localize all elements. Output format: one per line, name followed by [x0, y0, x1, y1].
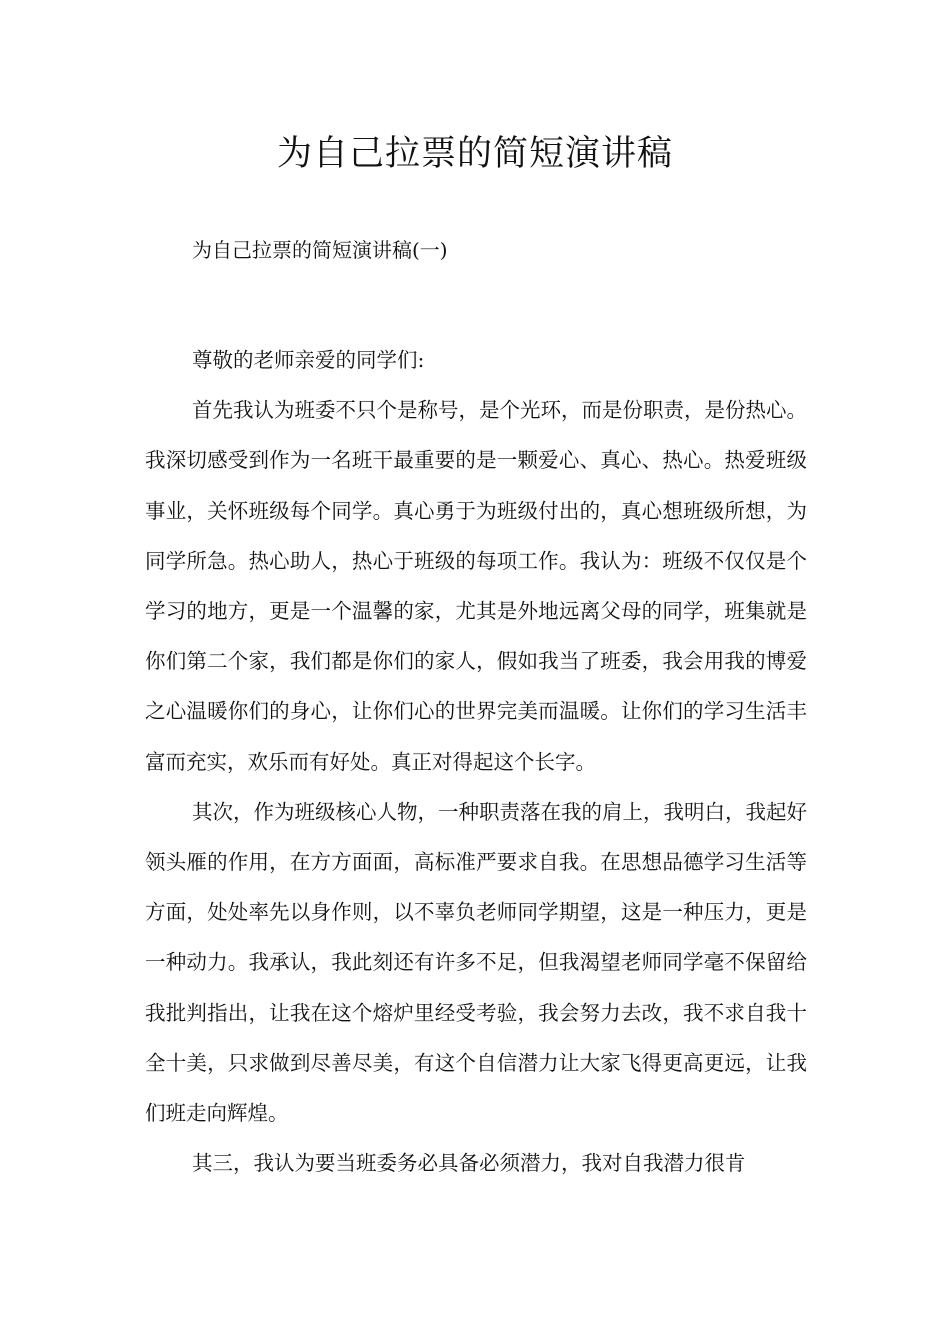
document-body: [145, 335, 807, 1188]
paragraph-1: 首先我认为班委不只个是称号，是个光环，而是份职责，是份热心。我深切感受到作为一名班干最重要的是一颗爱心、真心、热心。热爱班级事业，关怀班级每个同学。真心勇于为班级付出的，真心想班级所想，为同学所急。热心助人，热心于班级的每项工作。我认为：班级不仅仅是个学习的地方，更是一个温馨的家，尤其是外地远离父母的同学，班集就是你们第二个家，我们都是你们的家人，假如我当了班委，我会用我的博爱之心温暖你们的身心，让你们心的世界完美而温暖。让你们的学习生活丰富而充实，欢乐而有好处。真正对得起这个长字。: [145, 398, 807, 774]
paragraph-2: 其次，作为班级核心人物，一种职责落在我的肩上，我明白，我起好领头雁的作用，在方方面面，高标准严要求自我。在思想品德学习生活等方面，处处率先以身作则，以不辜负老师同学期望，这是一种压力，更是一种动力。我承认，我此刻还有许多不足，但我渴望老师同学毫不保留给我批判指出，让我在这个熔炉里经受考验，我会努力去改，我不求自我十全十美，只求做到尽善尽美，有这个自信潜力让大家飞得更高更远，让我们班走向辉煌。: [145, 799, 807, 1126]
paragraph-3: 其三，我认为要当班委务必具备必须潜力，我对自我潜力很肯: [192, 1151, 746, 1176]
document-subtitle: 为自己拉票的简短演讲稿(一): [192, 238, 448, 262]
document-title: 为自己拉票的简短演讲稿: [276, 134, 673, 174]
salutation: 尊敬的老师亲爱的同学们:: [192, 348, 425, 372]
